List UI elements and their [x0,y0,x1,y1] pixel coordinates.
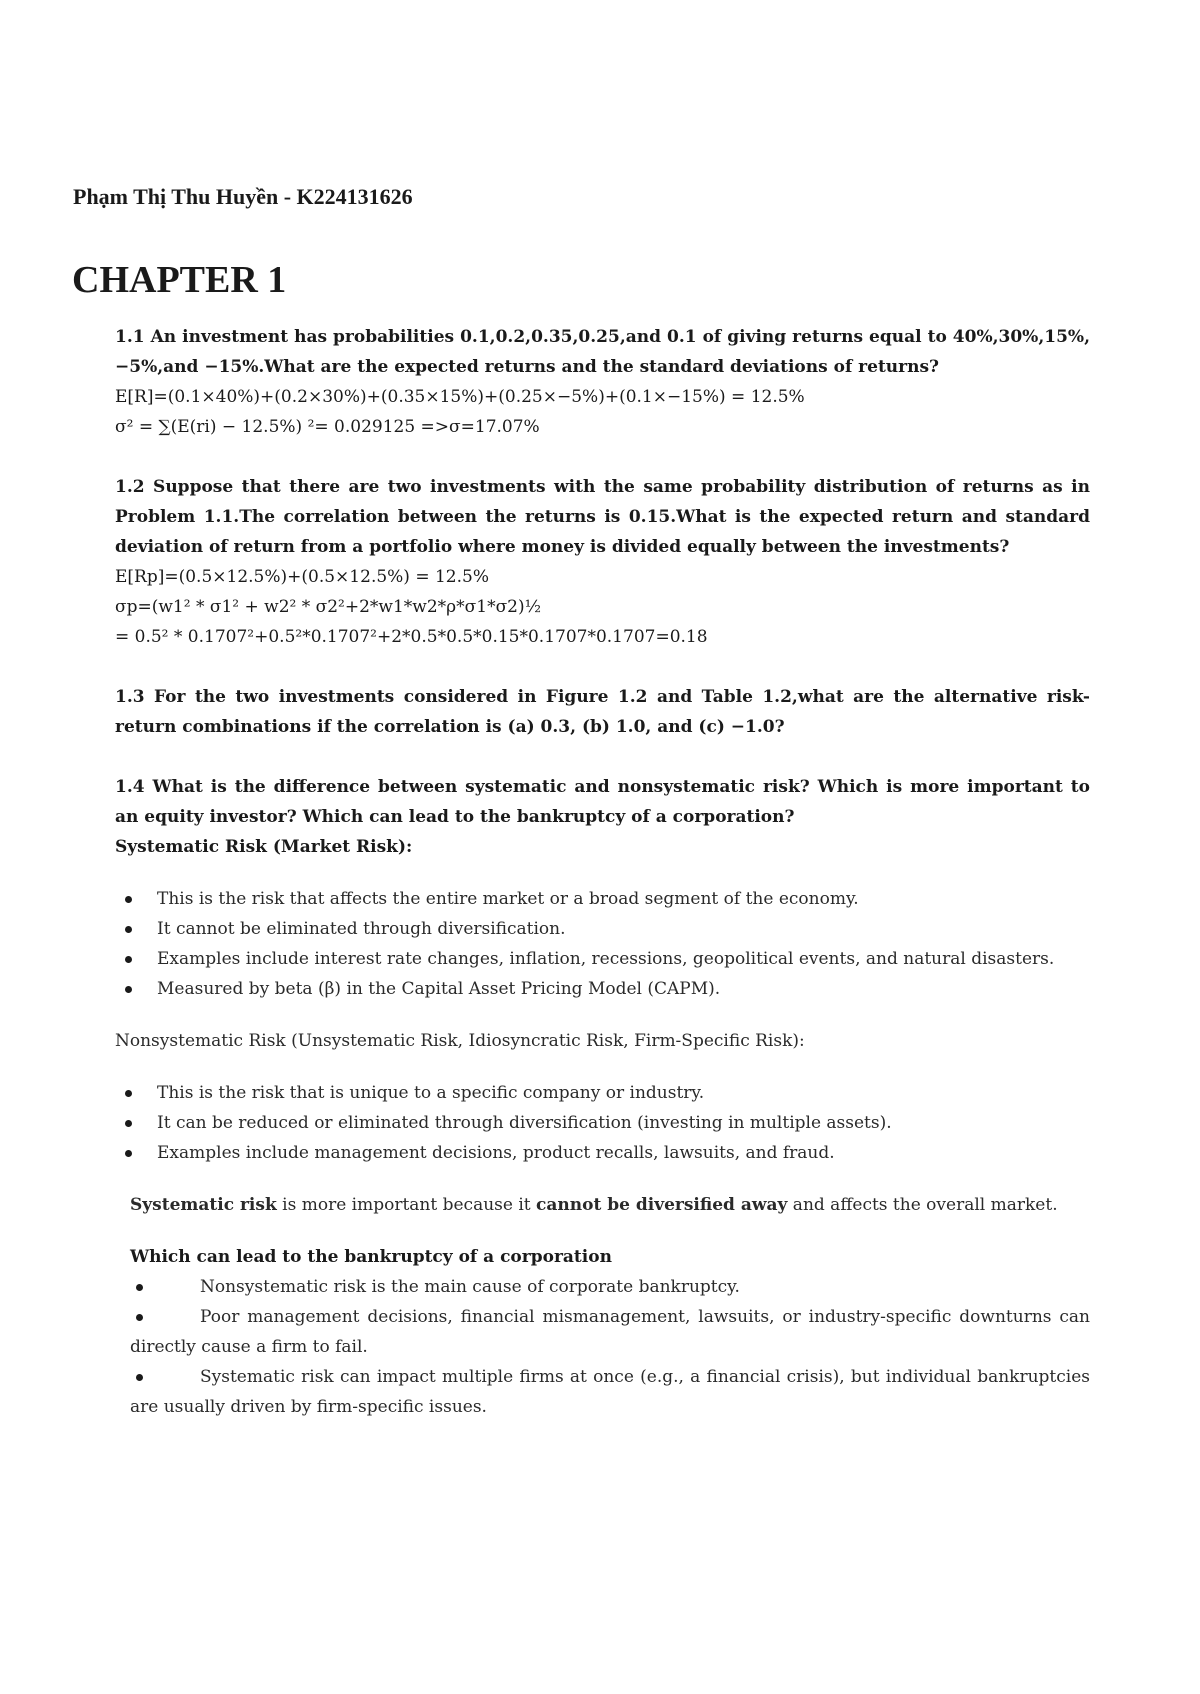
question-1-4: 1.4 What is the difference between systematic and nonsystematic risk? Which is more important to an equity investor? Which can lead to the bankruptcy of a corporation? [115,777,1090,827]
importance-text-1: is more important because it [276,1195,537,1215]
nonsystematic-heading: Nonsystematic Risk (Unsystematic Risk, Idiosyncratic Risk, Firm-Specific Risk): [115,1031,805,1051]
answer-1-2-calc: = 0.5² * 0.1707²+0.5²*0.1707²+2*0.5*0.5*0.15*0.1707*0.1707=0.18 [115,627,708,647]
question-1-3: 1.3 For the two investments considered in Figure 1.2 and Table 1.2,what are the alternative risk-return combinations if the correlation is (a) 0.3, (b) 1.0, and (c) −1.0? [115,687,1090,737]
list-item: This is the risk that affects the entire market or a broad segment of the economy. [115,884,1090,914]
importance-bold-2: cannot be diversified away [536,1195,788,1215]
answer-1-1-stddev: σ² = ∑(E(ri) − 12.5%) ²= 0.029125 =>σ=17.07% [115,417,540,437]
answer-1-1-expected: E[R]=(0.1×40%)+(0.2×30%)+(0.35×15%)+(0.25×−5%)+(0.1×−15%) = 12.5% [115,387,805,407]
question-1-1: 1.1 An investment has probabilities 0.1,0.2,0.35,0.25,and 0.1 of giving returns equal to 40%,30%,15%,−5%,and −15%.What are the expected returns and the standard deviations of returns? [115,327,1090,377]
importance-statement [115,1190,1090,1220]
list-item: Measured by beta (β) in the Capital Asset Pricing Model (CAPM). [115,974,1090,1004]
list-item: Nonsystematic risk is the main cause of corporate bankruptcy. [130,1272,1090,1302]
list-item: Poor management decisions, financial mismanagement, lawsuits, or industry-specific downturns can directly cause a firm to fail. [130,1302,1090,1362]
importance-bold-1: Systematic risk [130,1195,277,1215]
bankruptcy-heading: Which can lead to the bankruptcy of a corporation [130,1247,612,1267]
answer-1-2-formula: σp=(w1² * σ1² + w2² * σ2²+2*w1*w2*ρ*σ1*σ2)½ [115,597,542,617]
answer-1-2-expected: E[Rp]=(0.5×12.5%)+(0.5×12.5%) = 12.5% [115,567,489,587]
list-item: Examples include management decisions, product recalls, lawsuits, and fraud. [115,1138,1090,1168]
author-line: Phạm Thị Thu Huyền - K224131626 [73,184,413,209]
list-item: It can be reduced or eliminated through diversification (investing in multiple assets). [115,1108,1090,1138]
chapter-heading: CHAPTER 1 [72,259,287,301]
content [115,322,1090,1422]
systematic-heading: Systematic Risk (Market Risk): [115,837,413,857]
list-item: Systematic risk can impact multiple firms at once (e.g., a financial crisis), but individual bankruptcies are usually driven by firm-specific issues. [130,1362,1090,1422]
list-item: It cannot be eliminated through diversification. [115,914,1090,944]
importance-text-2: and affects the overall market. [787,1195,1058,1215]
question-1-2: 1.2 Suppose that there are two investments with the same probability distribution of returns as in Problem 1.1.The correlation between the returns is 0.15.What is the expected return and standard deviation of return from a portfolio where money is divided equally between the investments? [115,477,1090,557]
list-item: Examples include interest rate changes, inflation, recessions, geopolitical events, and natural disasters. [115,944,1090,974]
list-item: This is the risk that is unique to a specific company or industry. [115,1078,1090,1108]
